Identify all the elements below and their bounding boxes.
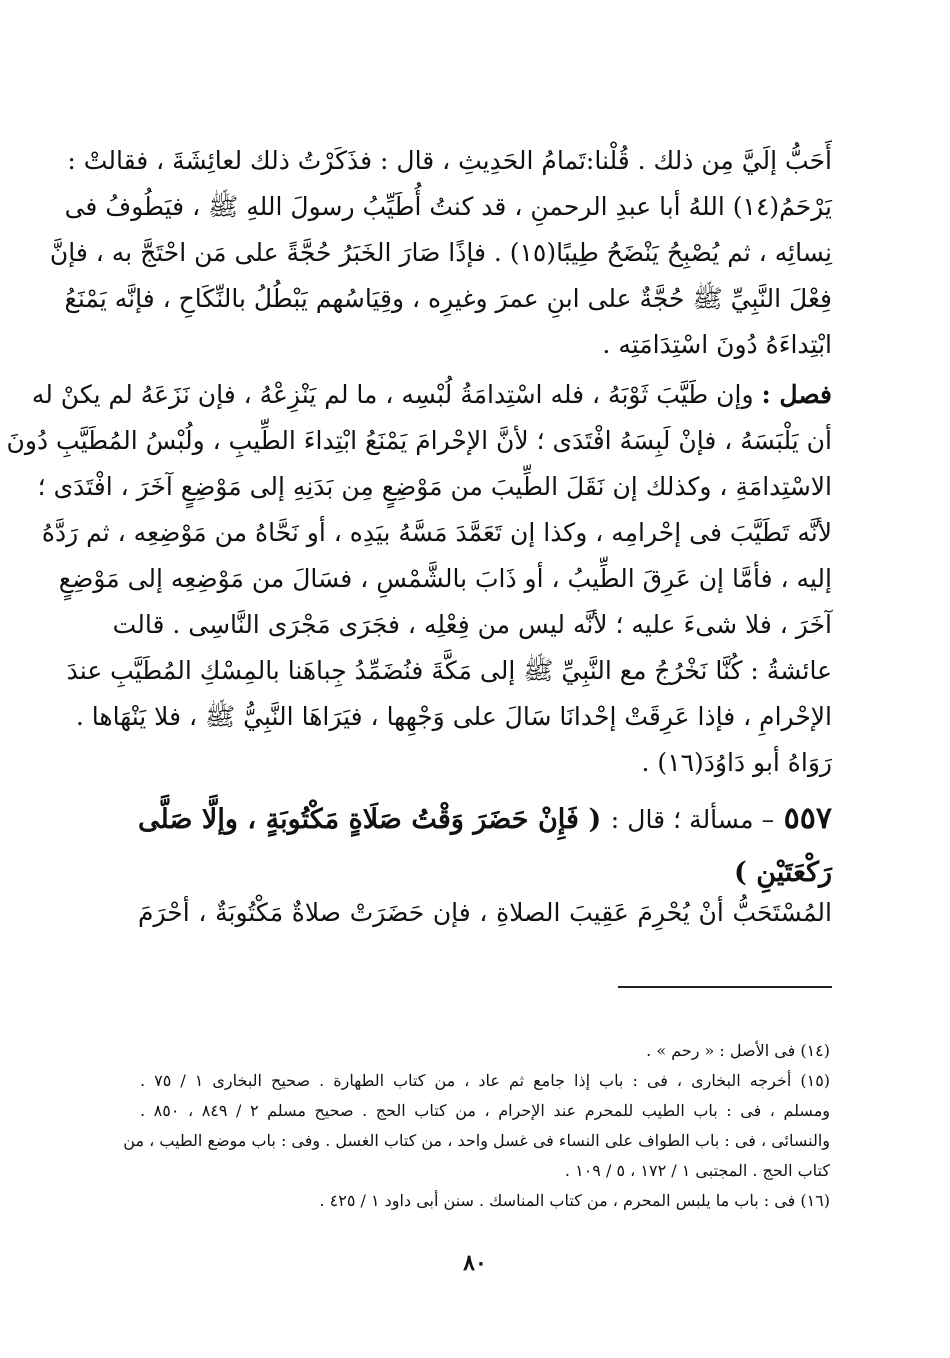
masala-line: رَكْعَتَيْنِ ) <box>734 857 832 888</box>
paragraph-1 <box>49 138 832 368</box>
page-number: ٨٠ <box>463 1250 487 1276</box>
footnote-divider <box>618 986 832 988</box>
text-line: رَوَاهُ أبو دَاوُدَ(١٦) . <box>641 748 832 777</box>
paragraph-3 <box>138 890 832 936</box>
masala-number: ٥٥٧ <box>783 801 832 836</box>
text-line <box>31 372 832 418</box>
text-line: فِعْلَ النَّبِيِّ ﷺ حُجَّةٌ على ابنِ عمرَ وغيرِه ، وقِيَاسُهم يَبْطُلُ بالنِّكَاحِ ، فإنَّه يَمْنَعُ <box>64 284 832 313</box>
footnote-line: كتاب الحج . المجتبى ١ / ١٧٢ ، ٥ / ١٠٩ . <box>564 1161 830 1180</box>
text-line: نِسائِه ، ثم يُصْبِحُ يَنْضَحُ طِيبًا(١٥) . فإذًا صَارَ الخَبَرُ حُجَّةً على مَن احْتَجَّ به ، فإنَّ <box>49 238 832 267</box>
text-line: يَرْحَمُ(١٤) اللهُ أبا عبدِ الرحمنِ ، قد كنتُ أُطَيِّبُ رسولَ اللهِ ﷺ ، فيَطُوفُ فى <box>64 192 832 221</box>
text-line: أَحَبُّ إلَيَّ مِن ذلك . قُلْنا:تَمامُ الحَدِيثِ ، قال : فذَكَرْتُ ذلك لعائِشَةَ ، فقالتْ : <box>67 146 832 175</box>
text-segment: وإن طَيَّبَ ثَوْبَهُ ، فله اسْتِدامَةُ لُبْسِه ، ما لم يَنْزِعْهُ ، فإن نَزَعَهُ لم يكنْ له <box>31 380 754 409</box>
masala-block <box>138 792 832 900</box>
fasl-heading: فصل : <box>761 380 832 409</box>
text-line: المُسْتَحَبُّ أنْ يُحْرِمَ عَقِيبَ الصلاةِ ، فإن حَضَرَتْ صلاةٌ مَكْتُوبَةٌ ، أحْرَمَ <box>138 898 832 927</box>
footnote-line: ومسلم ، فى : باب الطيب للمحرم عند الإحرام ، من كتاب الحج . صحيح مسلم ٢ / ٨٤٩ ، ٨٥٠ . <box>140 1101 830 1120</box>
footnote-line: (١٤) فى الأصل : « رحم » . <box>646 1041 830 1060</box>
masala-text: ( فَإِنْ حَضَرَ وَقْتُ صَلَاةٍ مَكْتُوبَةٍ ، وإلَّا صَلَّى <box>138 804 602 835</box>
masala-line <box>138 792 832 846</box>
text-line: الإحْرامِ ، فإذا عَرِقَتْ إحْدانَا سَالَ على وَجْهِها ، فيَرَاهَا النَّبِيُّ ﷺ ، فلا يَنْهَاها . <box>75 702 832 731</box>
masala-intro: – مسألة ؛ قال : <box>610 805 775 834</box>
footnote-line: (١٦) فى : باب ما يلبس المحرم ، من كتاب المناسك . سنن أبى داود ١ / ٤٢٥ . <box>319 1191 830 1210</box>
paragraph-fasl <box>6 372 832 786</box>
text-line: إليه ، فأمَّا إن عَرِقَ الطِّيبُ ، أو ذَابَ بالشَّمْسِ ، فسَالَ من مَوْضِعِه إلى مَوْضِعٍ <box>58 564 832 593</box>
footnotes <box>123 1036 831 1216</box>
text-line: آخَرَ ، فلا شىءَ عليه ؛ لأنَّه ليس من فِعْلِه ، فجَرَى مَجْرَى النَّاسِى . قالت <box>112 610 832 639</box>
text-line: لأنَّه تَطَيَّبَ فى إحْرامِه ، وكذا إن تَعَمَّدَ مَسَّهُ بيَدِه ، أو نَحَّاهُ من مَوْضِعِه ، ثم رَدَّهُ <box>41 518 832 547</box>
footnote-line: (١٥) أخرجه البخارى ، فى : باب إذا جامع ثم عاد ، من كتاب الطهارة . صحيح البخارى ١ / ٧٥ . <box>140 1071 831 1090</box>
footnote-line: والنسائى ، فى : باب الطواف على النساء فى غسل واحد ، من كتاب الغسل . وفى : باب موضع الطيب ، من <box>123 1131 830 1150</box>
text-line: عائشةُ : كُنَّا نَخْرُجُ مع النَّبِيِّ ﷺ إلى مَكَّةَ فنُضَمِّدُ جِباهَنا بالمِسْكِ المُطَيَّبِ عندَ <box>66 656 832 685</box>
text-line: الاسْتِدامَةِ ، وكذلك إن نَقَلَ الطِّيبَ من مَوْضِعٍ مِن بَدَنِهِ إلى مَوْضِعٍ آخَرَ ، افْتَدَى ؛ <box>37 472 832 501</box>
text-line: ابْتِداءَهُ دُونَ اسْتِدَامَتِه . <box>602 330 832 359</box>
text-line: أن يَلْبَسَهُ ، فإنْ لَبِسَهُ افْتَدَى ؛ لأنَّ الإحْرامَ يَمْنَعُ ابْتِداءَ الطِّيبِ ، ولُبْسُ المُطَيَّبِ دُونَ <box>6 426 832 455</box>
